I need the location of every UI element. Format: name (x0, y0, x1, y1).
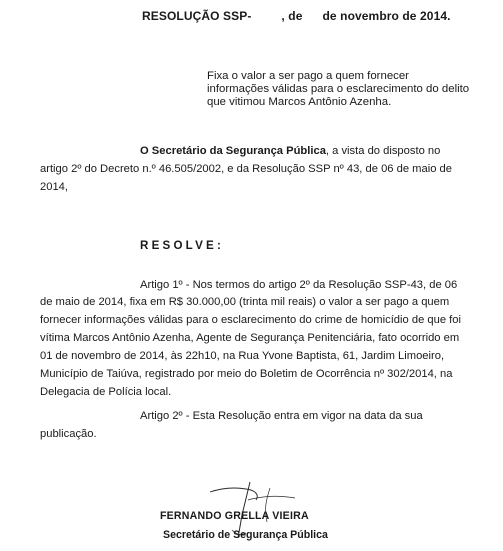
article2-line-2: publicação. (40, 428, 97, 440)
ementa-line-1: Fixa o valor a ser pago a quem fornecer (207, 70, 409, 82)
article1-line-1: Artigo 1º - Nos termos do artigo 2º da Resolução SSP-43, de 06 (140, 279, 458, 291)
preamble-line-1-rest: , a vista do disposto no (325, 145, 441, 157)
article1-line-6: Município de Taiúva, registrado por meio do Boletim de Ocorrência nº 302/2014, na (40, 368, 453, 380)
article2-line-1: Artigo 2º - Esta Resolução entra em vigor na data da sua (140, 410, 423, 422)
resolve-heading: RESOLVE: (140, 239, 225, 252)
preamble-authority: O Secretário da Segurança Pública (140, 145, 326, 157)
signatory-name: FERNANDO GRELLA VIEIRA (160, 510, 309, 522)
resolution-day-label: , de (281, 9, 303, 23)
article1-line-7: Delegacia de Polícia local. (40, 386, 172, 398)
article1-line-5: 01 de novembro de 2014, às 22h10, na Rua Yvone Baptista, 61, Jardim Limoeiro, (40, 350, 445, 362)
resolution-date-label: de novembro de 2014. (322, 9, 451, 23)
article1-line-3: fornecer informações válidas para o esclarecimento do crime de homicídio de que foi (40, 314, 461, 326)
resolution-title (142, 9, 451, 23)
article1-line-2: de maio de 2014, fixa em R$ 30.000,00 (trinta mil reais) o valor a ser pago a quem (40, 296, 450, 308)
preamble-line-1 (140, 145, 440, 158)
resolution-number-label: RESOLUÇÃO SSP- (142, 9, 252, 23)
article1-line-4: vítima Marcos Antônio Azenha, Agente de Segurança Penitenciária, fato ocorrido em (40, 332, 460, 344)
signatory-role: Secretário de Segurança Pública (163, 529, 328, 541)
preamble-line-3: 2014, (40, 181, 68, 193)
ementa-line-2: informações válidas para o esclarecimento do delito (207, 83, 470, 95)
ementa-line-3: que vitimou Marcos Antônio Azenha. (207, 96, 392, 108)
preamble-line-2: artigo 2º do Decreto n.º 46.505/2002, e da Resolução SSP nº 43, de 06 de maio de (40, 163, 452, 175)
